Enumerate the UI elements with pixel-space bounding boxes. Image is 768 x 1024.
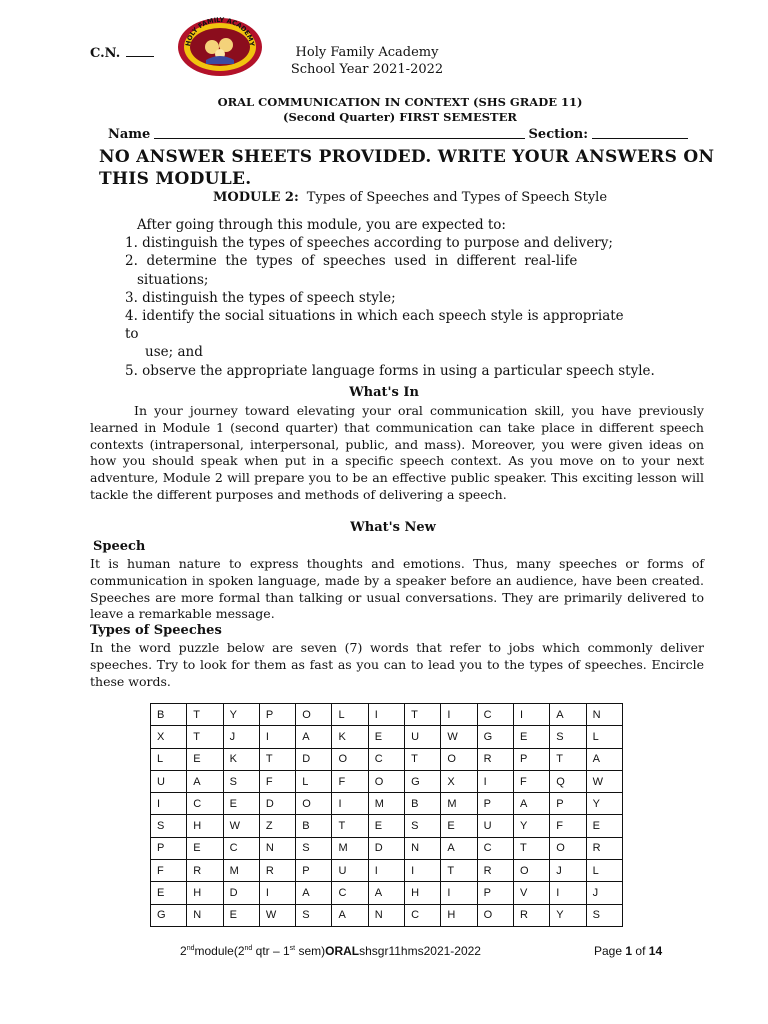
objective-item: 4. identify the social situations in which each speech style is appropriate <box>125 308 624 325</box>
puzzle-cell[interactable]: R <box>259 860 295 882</box>
puzzle-cell[interactable]: N <box>187 904 223 926</box>
puzzle-cell[interactable]: L <box>296 770 332 792</box>
puzzle-cell[interactable]: P <box>296 860 332 882</box>
name-section-row <box>108 127 688 142</box>
whats-in-heading: What's In <box>349 385 419 400</box>
puzzle-cell[interactable]: H <box>187 815 223 837</box>
puzzle-cell[interactable]: E <box>151 882 187 904</box>
puzzle-cell[interactable]: T <box>405 704 441 726</box>
puzzle-cell[interactable]: U <box>151 770 187 792</box>
puzzle-cell[interactable]: B <box>405 793 441 815</box>
school-info <box>272 44 462 78</box>
objective-item: situations; <box>137 271 209 288</box>
word-puzzle-grid <box>150 703 623 927</box>
types-text: In the word puzzle below are seven (7) words that refer to jobs which commonly deliver speeches. Try to look for them as fast as you can to lead you to the types of speeches. Encircle these words. <box>90 640 704 689</box>
puzzle-cell[interactable]: I <box>368 860 404 882</box>
puzzle-cell[interactable]: K <box>223 748 259 770</box>
puzzle-row <box>151 793 623 815</box>
puzzle-cell[interactable]: P <box>259 704 295 726</box>
puzzle-cell[interactable]: T <box>332 815 368 837</box>
page-total: 14 <box>648 944 663 958</box>
cn-field <box>90 46 154 61</box>
puzzle-cell[interactable]: A <box>332 904 368 926</box>
puzzle-row <box>151 704 623 726</box>
types-heading: Types of Speeches <box>90 623 222 638</box>
puzzle-cell[interactable]: E <box>368 815 404 837</box>
school-logo <box>176 16 264 76</box>
puzzle-cell[interactable]: E <box>223 904 259 926</box>
puzzle-cell[interactable]: O <box>332 748 368 770</box>
footer-text: sem) <box>295 944 326 958</box>
puzzle-cell[interactable]: C <box>223 837 259 859</box>
puzzle-cell[interactable]: O <box>513 860 549 882</box>
page-number <box>594 944 662 958</box>
section-label: Section: <box>528 127 588 142</box>
puzzle-cell[interactable]: I <box>441 882 477 904</box>
puzzle-cell[interactable]: L <box>332 704 368 726</box>
puzzle-cell[interactable]: O <box>441 748 477 770</box>
puzzle-cell[interactable]: N <box>259 837 295 859</box>
puzzle-cell[interactable]: P <box>513 748 549 770</box>
puzzle-cell[interactable]: O <box>477 904 513 926</box>
puzzle-cell[interactable]: I <box>405 860 441 882</box>
module-title <box>213 190 607 205</box>
puzzle-cell[interactable]: E <box>586 815 622 837</box>
puzzle-row <box>151 882 623 904</box>
puzzle-cell[interactable]: O <box>368 770 404 792</box>
puzzle-cell[interactable]: Y <box>223 704 259 726</box>
puzzle-cell[interactable]: C <box>477 704 513 726</box>
puzzle-cell[interactable]: T <box>441 860 477 882</box>
puzzle-cell[interactable]: S <box>550 726 586 748</box>
puzzle-cell[interactable]: H <box>187 882 223 904</box>
puzzle-cell[interactable]: C <box>187 793 223 815</box>
page-label: Page <box>594 944 623 958</box>
puzzle-cell[interactable]: F <box>550 815 586 837</box>
puzzle-cell[interactable]: L <box>586 726 622 748</box>
puzzle-cell[interactable]: M <box>441 793 477 815</box>
puzzle-cell[interactable]: E <box>187 837 223 859</box>
objectives <box>125 216 695 380</box>
name-field[interactable] <box>154 138 524 139</box>
objective-item: 3. distinguish the types of speech style; <box>125 289 396 306</box>
puzzle-cell[interactable]: B <box>296 815 332 837</box>
puzzle-cell[interactable]: E <box>368 726 404 748</box>
footer-sup: st <box>289 945 296 952</box>
footer-sup: nd <box>244 945 253 952</box>
name-label: Name <box>108 127 151 142</box>
cn-blank <box>126 56 154 57</box>
puzzle-cell[interactable]: O <box>550 837 586 859</box>
speech-text: It is human nature to express thoughts and emotions. Thus, many speeches or forms of communication in spoken language, made by a speaker before an audience, have been created. Speeches are more formal than talking or usual conversations. They are primarily delivered to leave a remarkable message. <box>90 556 704 622</box>
puzzle-row <box>151 837 623 859</box>
footer-sup: nd <box>186 945 195 952</box>
puzzle-cell[interactable]: M <box>223 860 259 882</box>
puzzle-cell[interactable]: Y <box>513 815 549 837</box>
puzzle-cell[interactable]: O <box>296 793 332 815</box>
puzzle-cell[interactable]: N <box>586 704 622 726</box>
puzzle-cell[interactable]: Y <box>550 904 586 926</box>
quarter-label: (Second Quarter) FIRST SEMESTER <box>283 110 517 124</box>
puzzle-cell[interactable]: W <box>223 815 259 837</box>
puzzle-cell[interactable]: I <box>477 770 513 792</box>
puzzle-cell[interactable]: A <box>296 726 332 748</box>
puzzle-cell[interactable]: T <box>550 748 586 770</box>
puzzle-cell[interactable]: R <box>187 860 223 882</box>
puzzle-cell[interactable]: P <box>151 837 187 859</box>
puzzle-cell[interactable]: V <box>513 882 549 904</box>
puzzle-cell[interactable]: J <box>223 726 259 748</box>
module-label: MODULE 2: <box>213 190 299 205</box>
puzzle-cell[interactable]: D <box>259 793 295 815</box>
footer-text: shsgr11hms2021-2022 <box>359 944 481 958</box>
puzzle-cell[interactable]: D <box>296 748 332 770</box>
footer-text: qtr – 1 <box>252 944 290 958</box>
puzzle-cell[interactable]: P <box>550 793 586 815</box>
puzzle-cell[interactable]: P <box>477 882 513 904</box>
module-name: Types of Speeches and Types of Speech Style <box>306 190 608 205</box>
puzzle-cell[interactable]: W <box>586 770 622 792</box>
objectives-intro: After going through this module, you are expected to: <box>137 217 506 233</box>
puzzle-cell[interactable]: F <box>151 860 187 882</box>
page-current: 1 <box>625 944 633 958</box>
puzzle-cell[interactable]: I <box>441 704 477 726</box>
puzzle-row <box>151 815 623 837</box>
objective-item: 5. observe the appropriate language forms in using a particular speech style. <box>125 362 655 379</box>
puzzle-row <box>151 726 623 748</box>
puzzle-cell[interactable]: U <box>332 860 368 882</box>
puzzle-cell[interactable]: T <box>513 837 549 859</box>
objective-item: 2. determine the types of speeches used in different real-life <box>125 253 578 270</box>
puzzle-cell[interactable]: R <box>586 837 622 859</box>
puzzle-cell[interactable]: S <box>586 904 622 926</box>
puzzle-cell[interactable]: U <box>405 726 441 748</box>
word-puzzle <box>150 703 623 927</box>
puzzle-cell[interactable]: S <box>296 837 332 859</box>
puzzle-cell[interactable]: C <box>368 748 404 770</box>
puzzle-cell[interactable]: T <box>259 748 295 770</box>
puzzle-cell[interactable]: Q <box>550 770 586 792</box>
puzzle-cell[interactable]: E <box>441 815 477 837</box>
puzzle-cell[interactable]: F <box>513 770 549 792</box>
svg-text:HOLY FAMILY ACADEMY: HOLY FAMILY ACADEMY <box>183 16 256 47</box>
course-header <box>100 95 700 125</box>
puzzle-cell[interactable]: N <box>405 837 441 859</box>
footer-text: 2 <box>180 944 187 958</box>
puzzle-cell[interactable]: S <box>405 815 441 837</box>
puzzle-cell[interactable]: I <box>332 793 368 815</box>
puzzle-cell[interactable]: T <box>187 704 223 726</box>
puzzle-cell[interactable]: I <box>368 704 404 726</box>
footer-text: module(2 <box>194 944 245 958</box>
footer-code <box>180 944 481 958</box>
puzzle-row <box>151 904 623 926</box>
notice: NO ANSWER SHEETS PROVIDED. WRITE YOUR ANSWERS ON THIS MODULE. <box>99 147 715 189</box>
puzzle-cell[interactable]: T <box>405 748 441 770</box>
puzzle-cell[interactable]: O <box>296 704 332 726</box>
puzzle-row <box>151 748 623 770</box>
puzzle-cell[interactable]: W <box>259 904 295 926</box>
school-year: School Year 2021-2022 <box>290 62 444 77</box>
course-title: ORAL COMMUNICATION IN CONTEXT (SHS GRADE 11) <box>217 95 583 109</box>
puzzle-cell[interactable]: R <box>477 748 513 770</box>
footer-bold: ORAL <box>325 944 360 958</box>
puzzle-cell[interactable]: F <box>332 770 368 792</box>
objective-item: to <box>125 326 139 343</box>
puzzle-cell[interactable]: C <box>405 904 441 926</box>
puzzle-cell[interactable]: K <box>332 726 368 748</box>
puzzle-cell[interactable]: I <box>550 882 586 904</box>
puzzle-cell[interactable]: N <box>368 904 404 926</box>
objective-item: 1. distinguish the types of speeches according to purpose and delivery; <box>125 235 613 252</box>
puzzle-row <box>151 860 623 882</box>
whats-in-text <box>90 403 704 504</box>
puzzle-cell[interactable]: M <box>368 793 404 815</box>
puzzle-cell[interactable]: E <box>187 748 223 770</box>
whats-new-heading: What's New <box>350 520 436 535</box>
puzzle-cell[interactable]: D <box>223 882 259 904</box>
speech-heading: Speech <box>93 539 146 554</box>
puzzle-cell[interactable]: H <box>441 904 477 926</box>
page-of: of <box>635 944 646 958</box>
puzzle-cell[interactable]: E <box>223 793 259 815</box>
puzzle-cell[interactable]: G <box>151 904 187 926</box>
puzzle-cell[interactable]: M <box>332 837 368 859</box>
puzzle-cell[interactable]: A <box>550 704 586 726</box>
puzzle-cell[interactable]: E <box>513 726 549 748</box>
puzzle-cell[interactable]: W <box>441 726 477 748</box>
puzzle-cell[interactable]: A <box>441 837 477 859</box>
puzzle-cell[interactable]: S <box>151 815 187 837</box>
puzzle-cell[interactable]: H <box>405 882 441 904</box>
puzzle-cell[interactable]: G <box>477 726 513 748</box>
puzzle-cell[interactable]: I <box>151 793 187 815</box>
puzzle-cell[interactable]: P <box>477 793 513 815</box>
puzzle-cell[interactable]: A <box>296 882 332 904</box>
whats-in-body: In your journey toward elevating your oral communication skill, you have previously learned in Module 1 (second quarter) that communication can take place in different speech contexts (intrapersonal, interpersonal, public, and mass). Moreover, you were given ideas on how you should speak when put in a specific speech context. As you move on to your next adventure, Module 2 will prepare you to be an effective public speaker. This exciting lesson will tackle the different purposes and methods of delivering a speech. <box>90 403 704 502</box>
puzzle-cell[interactable]: R <box>477 860 513 882</box>
puzzle-cell[interactable]: R <box>513 904 549 926</box>
puzzle-cell[interactable]: L <box>151 748 187 770</box>
puzzle-cell[interactable]: Y <box>586 793 622 815</box>
puzzle-cell[interactable]: A <box>368 882 404 904</box>
puzzle-cell[interactable]: G <box>405 770 441 792</box>
puzzle-cell[interactable]: I <box>513 704 549 726</box>
puzzle-cell[interactable]: B <box>151 704 187 726</box>
puzzle-cell[interactable]: S <box>296 904 332 926</box>
cn-label: C.N. <box>90 46 121 61</box>
puzzle-cell[interactable]: A <box>187 770 223 792</box>
puzzle-cell[interactable]: C <box>477 837 513 859</box>
puzzle-cell[interactable]: I <box>259 726 295 748</box>
puzzle-cell[interactable]: F <box>259 770 295 792</box>
school-name: Holy Family Academy <box>295 45 439 60</box>
puzzle-cell[interactable]: I <box>259 882 295 904</box>
puzzle-cell[interactable]: Z <box>259 815 295 837</box>
objective-item: use; and <box>145 344 203 361</box>
section-field[interactable] <box>592 138 688 139</box>
puzzle-cell[interactable]: J <box>550 860 586 882</box>
puzzle-cell[interactable]: S <box>223 770 259 792</box>
puzzle-cell[interactable]: L <box>586 860 622 882</box>
puzzle-cell[interactable]: J <box>586 882 622 904</box>
puzzle-cell[interactable]: T <box>187 726 223 748</box>
puzzle-cell[interactable]: D <box>368 837 404 859</box>
puzzle-cell[interactable]: C <box>332 882 368 904</box>
puzzle-cell[interactable]: A <box>513 793 549 815</box>
puzzle-cell[interactable]: A <box>586 748 622 770</box>
puzzle-cell[interactable]: X <box>441 770 477 792</box>
puzzle-cell[interactable]: X <box>151 726 187 748</box>
puzzle-row <box>151 770 623 792</box>
puzzle-cell[interactable]: U <box>477 815 513 837</box>
